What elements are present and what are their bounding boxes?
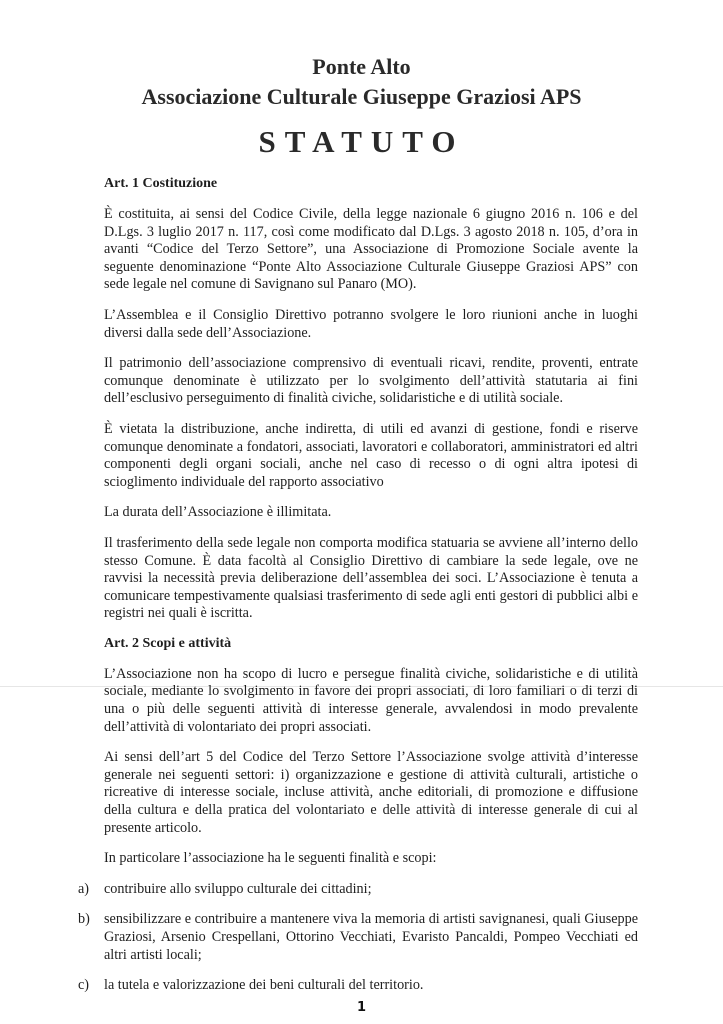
article-1-heading: Art. 1 Costituzione xyxy=(104,176,218,191)
aims-list xyxy=(78,880,638,995)
article-2-heading: Art. 2 Scopi e attività xyxy=(104,635,232,651)
list-item-text: sensibilizzare e contribuire a mantenere viva la memoria di artisti savignanesi, quali Giuseppe Graziosi, Arsenio Crespellani, Ottorino Vecchiati, Evaristo Pancaldi, Pompeo Vecchiati ed altri artisti locali; xyxy=(104,911,638,963)
association-name-line2: Associazione Culturale Giuseppe Graziosi APS xyxy=(141,84,582,109)
list-item-text: la tutela e valorizzazione dei beni culturali del territorio. xyxy=(104,977,424,994)
article-1-paragraph: È vietata la distribuzione, anche indiretta, di utili ed avanzi di gestione, fondi e riserve comunque denominate a fondatori, associati, lavoratori e collaboratori, amministratori ed altri componenti degli organi sociali, anche nel caso di recesso o di ogni altra ipotesi di scioglimento individuale del rapporto associativo xyxy=(104,420,638,490)
article-2-paragraph: In particolare l’associazione ha le seguenti finalità e scopi: xyxy=(104,850,437,867)
document-body xyxy=(78,176,638,1008)
list-item xyxy=(78,977,638,995)
article-1-paragraph: È costituita, ai sensi del Codice Civile, della legge nazionale 6 giugno 2016 n. 106 e del D.Lgs. 3 luglio 2017 n. 117, così come modificato dal D.Lgs. 3 agosto 2018 n. 105, d’ora in avanti “Codice del Terzo Settore”, una Associazione di Promozione Sociale avente la seguente denominazione “Ponte Alto Associazione Culturale Giuseppe Graziosi APS” con sede legale nel comune di Savignano sul Panaro (MO). xyxy=(104,206,638,293)
document-title: STATUTO xyxy=(258,124,465,159)
article-1-paragraph: Il trasferimento della sede legale non comporta modifica statuaria se avviene all’interno dello stesso Comune. È data facoltà al Consiglio Direttivo di cambiare la sede legale, ove ne ravvisi la necessità previa deliberazione dell’assemblea dei soci. L’Associazione è tenuta a comunicare tempestivamente qualsiasi trasferimento di sede agli enti gestori di pubblici albi e registri nei quali è iscritta. xyxy=(104,534,638,622)
list-item xyxy=(78,880,638,899)
article-1-paragraph: La durata dell’Associazione è illimitata. xyxy=(104,504,332,521)
article-1-paragraph: L’Assemblea e il Consiglio Direttivo potranno svolgere le loro riunioni anche in luoghi diversi dalla sede dell’Associazione. xyxy=(104,306,638,341)
list-item xyxy=(78,911,638,964)
list-item-marker: c) xyxy=(78,977,90,994)
list-item-marker: b) xyxy=(78,911,90,928)
list-item-text: contribuire allo sviluppo culturale dei cittadini; xyxy=(104,880,372,897)
article-2-paragraph: L’Associazione non ha scopo di lucro e persegue finalità civiche, solidaristiche e di utilità sociale, mediante lo svolgimento in favore dei propri associati, di loro familiari o di terzi di una o più delle seguenti attività di interesse generale, avvalendosi in modo prevalente dell’attività di volontariato dei propri associati. xyxy=(104,665,638,735)
list-item-marker: a) xyxy=(78,880,90,897)
article-1-paragraph: Il patrimonio dell’associazione comprensivo di eventuali ricavi, rendite, proventi, entrate comunque denominate è utilizzato per lo svolgimento dell’attività statutaria ai fini dell’esclusivo perseguimento di finalità civiche, solidaristiche e di utilità sociale. xyxy=(104,355,638,407)
association-name-line1: Ponte Alto xyxy=(312,54,411,79)
page-number: 1 xyxy=(356,1000,367,1015)
article-2-paragraph: Ai sensi dell’art 5 del Codice del Terzo Settore l’Associazione svolge attività d’interesse generale nei seguenti settori: i) organizzazione e gestione di attività culturali, artistiche o ricreative di interesse sociale, incluse attività, anche editoriali, di promozione e diffusione della cultura e della pratica del volontariato e delle attività di interesse generale di cui al presente articolo. xyxy=(104,749,638,836)
